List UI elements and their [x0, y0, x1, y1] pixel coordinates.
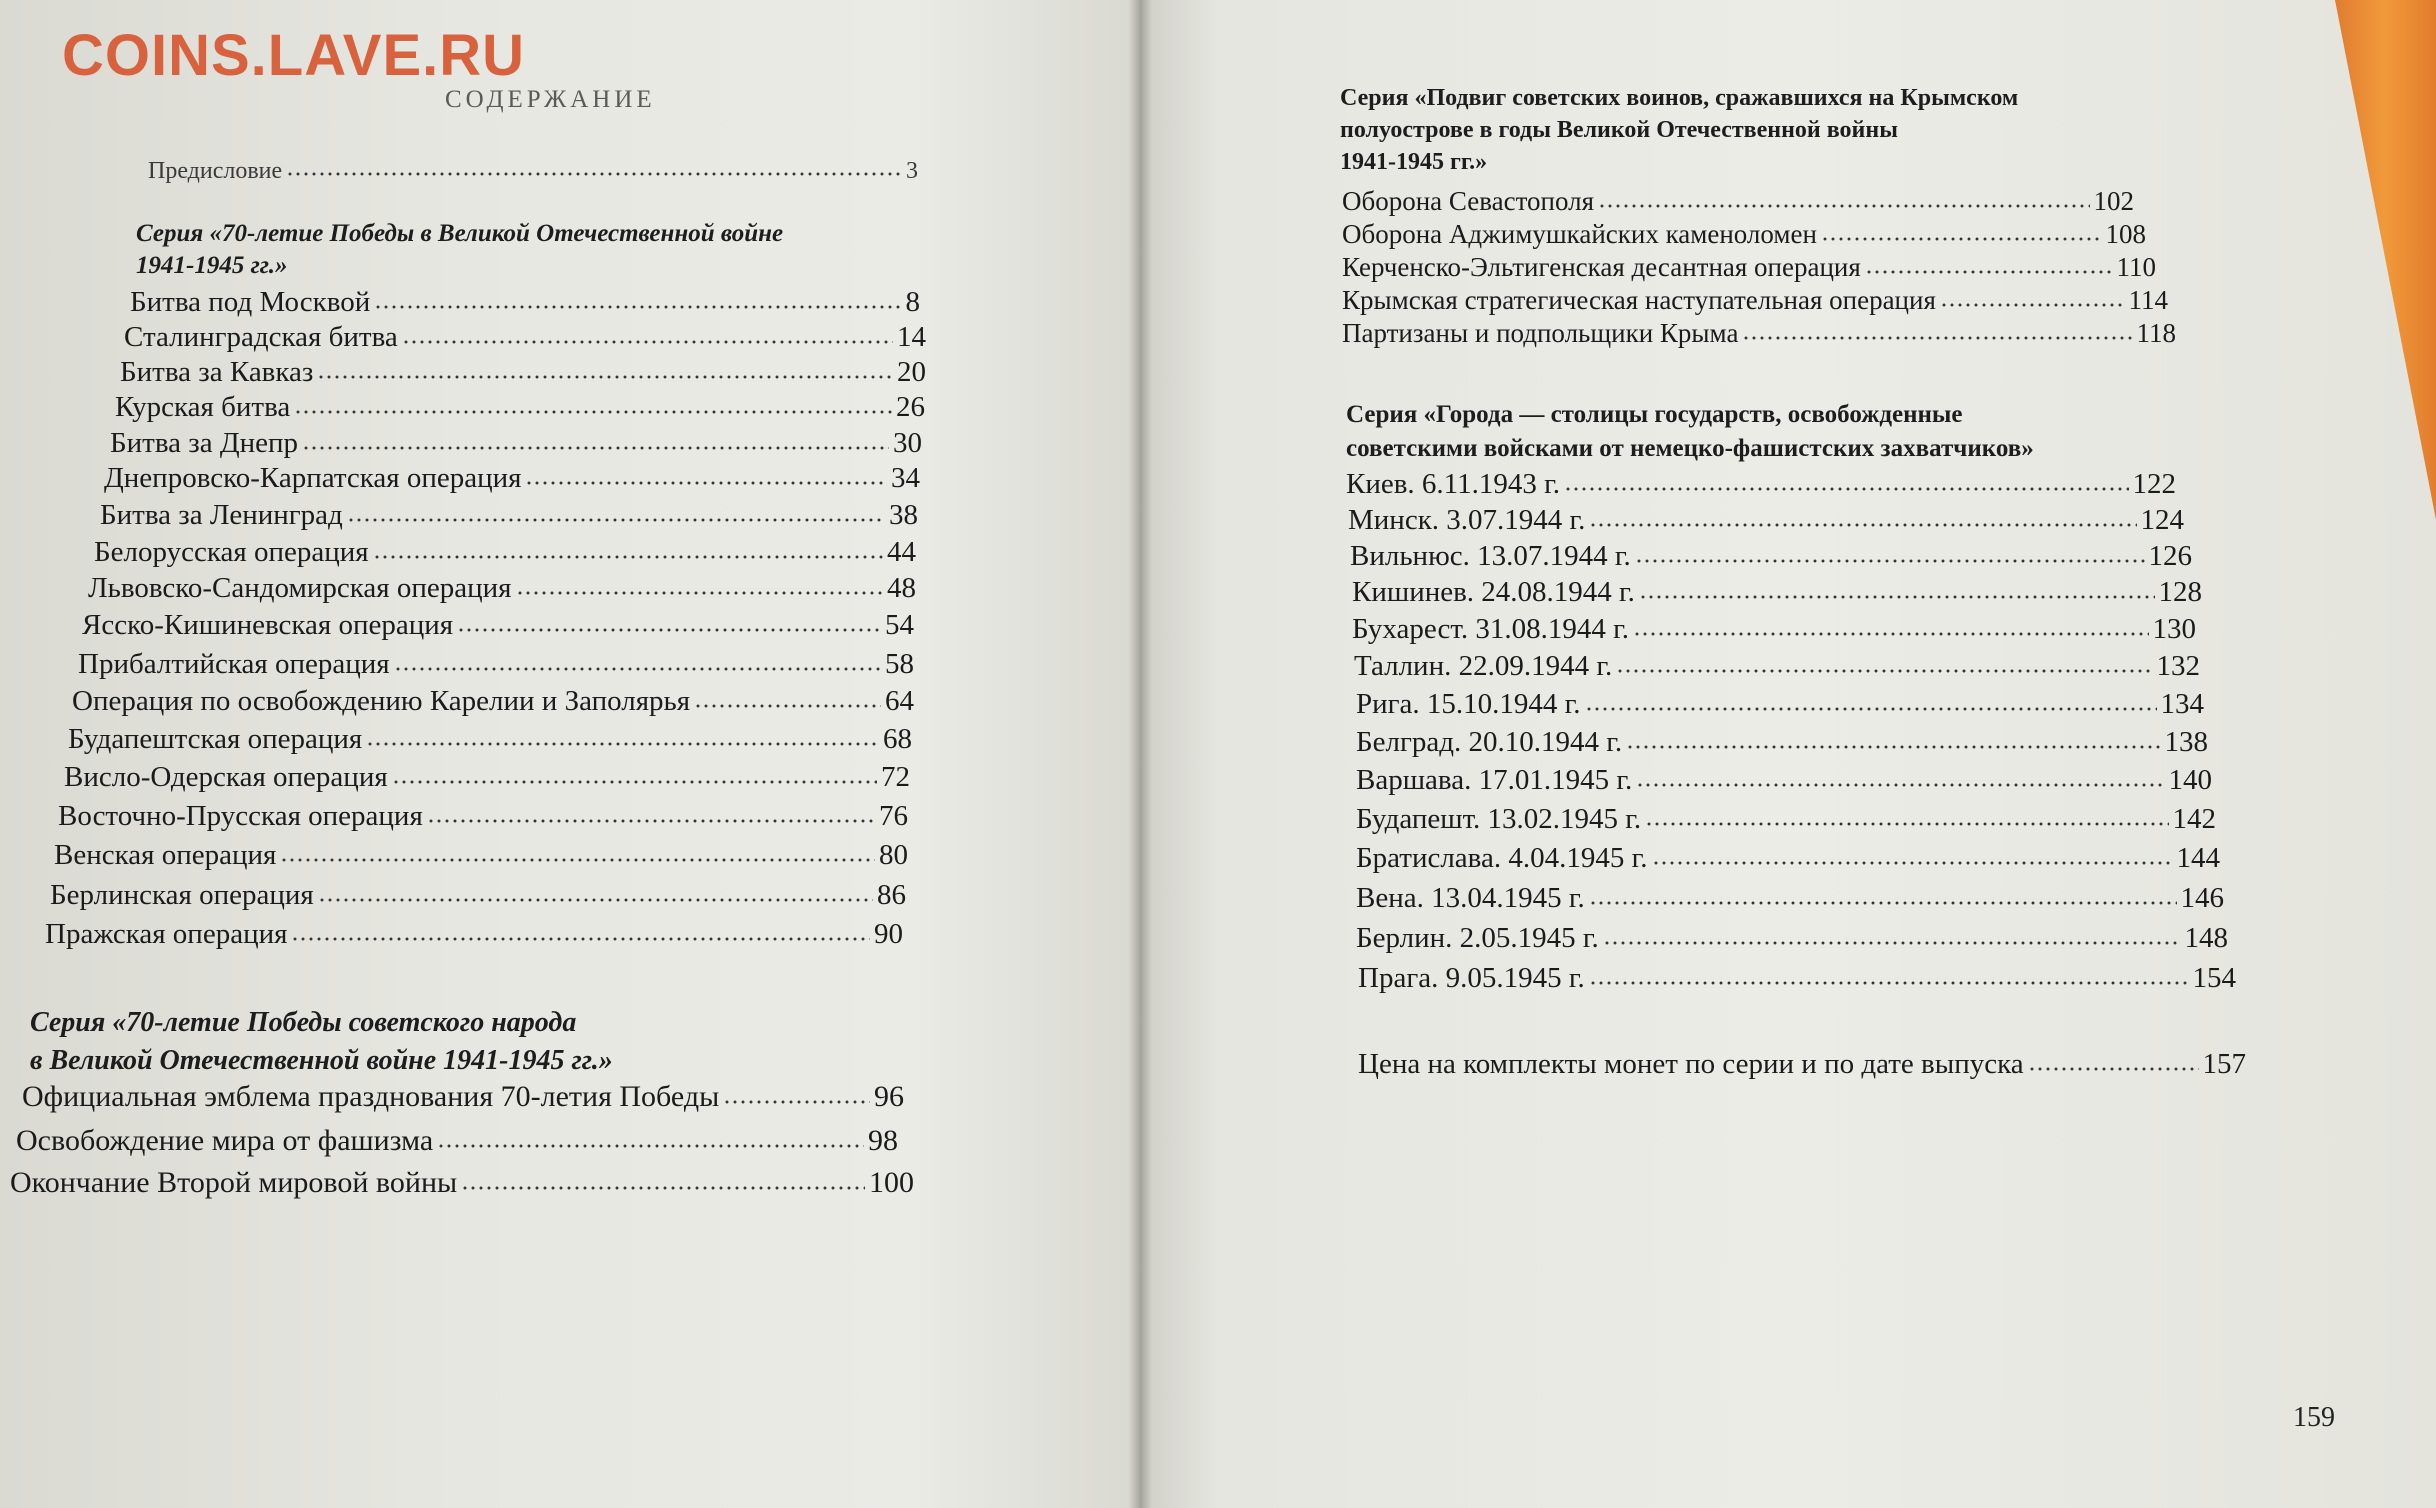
- toc-entry-label: Освобождение мира от фашизма: [16, 1124, 434, 1157]
- toc-entry-label: Братислава. 4.04.1945 г.: [1356, 842, 1648, 874]
- toc-entry-label: Керченско-Эльтигенская десантная операция: [1342, 252, 1861, 282]
- toc-leader: [1564, 487, 2129, 491]
- toc-entry-label: Битва под Москвой: [130, 286, 371, 318]
- toc-entry-page: 100: [869, 1166, 914, 1199]
- toc-entry[interactable]: [1352, 576, 2202, 609]
- toc-leader: [1603, 941, 2181, 945]
- toc-entry[interactable]: [50, 879, 906, 912]
- toc-entry-page: 114: [2128, 285, 2168, 315]
- toc-leader: [294, 410, 892, 414]
- toc-entry[interactable]: [1356, 726, 2208, 759]
- toc-entry[interactable]: [64, 761, 910, 794]
- toc-entry-page: 148: [2184, 922, 2228, 954]
- toc-entry-page: 76: [879, 800, 908, 832]
- toc-entry[interactable]: [10, 1166, 914, 1200]
- toc-leader: [302, 446, 889, 450]
- toc-entry-label: Оборона Севастополя: [1342, 186, 1595, 216]
- series-heading-line: Серия «70-летие Победы советского народа: [30, 1007, 577, 1038]
- toc-entry-label: Прибалтийская операция: [78, 648, 390, 680]
- toc-entry-page: 48: [887, 572, 916, 604]
- toc-entry-preface[interactable]: [148, 158, 918, 185]
- toc-entry-page: 124: [2140, 504, 2184, 536]
- toc-leader: [1639, 595, 2155, 599]
- toc-entry-label: Белград. 20.10.1944 г.: [1356, 726, 1623, 758]
- toc-entry-price[interactable]: [1358, 1048, 2246, 1081]
- series-heading-line: Серия «70-летие Победы в Великой Отечественной войне: [136, 220, 784, 247]
- toc-entry-page: 54: [885, 609, 914, 641]
- toc-leader: [1821, 237, 2102, 241]
- toc-leader: [1940, 303, 2125, 307]
- toc-entry-page: 86: [877, 879, 906, 911]
- toc-entry-label: Венская операция: [54, 839, 277, 871]
- toc-entry[interactable]: [1342, 186, 2134, 217]
- toc-entry-label: Висло-Одерская операция: [64, 761, 388, 793]
- series-heading-line: 1941-1945 гг.»: [1340, 149, 1488, 175]
- toc-entry-label: Рига. 15.10.1944 г.: [1356, 688, 1581, 720]
- toc-entry-label: Прага. 9.05.1945 г.: [1358, 962, 1585, 994]
- toc-entry-page: 108: [2105, 219, 2146, 249]
- toc-entry-label: Операция по освобождению Карелии и Заполярья: [72, 685, 691, 717]
- toc-entry[interactable]: [22, 1080, 904, 1114]
- toc-entry[interactable]: [1346, 468, 2176, 501]
- toc-entry-label: Официальная эмблема празднования 70-летия Победы: [22, 1080, 720, 1113]
- toc-entry[interactable]: [1352, 613, 2196, 646]
- toc-entry-page: 122: [2132, 468, 2176, 500]
- toc-entry-label: Варшава. 17.01.1945 г.: [1356, 764, 1633, 796]
- toc-entry[interactable]: [1342, 285, 2168, 316]
- toc-leader: [694, 704, 881, 708]
- book-spine: [1128, 0, 1152, 1508]
- toc-entry-label: Курская битва: [115, 391, 291, 423]
- toc-entry-page: 138: [2164, 726, 2208, 758]
- toc-entry-page: 128: [2158, 576, 2202, 608]
- toc-leader: [280, 858, 875, 862]
- toc-entry-label: Будапешт. 13.02.1945 г.: [1356, 803, 1642, 835]
- toc-leader: [723, 1100, 870, 1104]
- toc-leader: [317, 375, 893, 379]
- toc-entry[interactable]: [130, 286, 920, 319]
- toc-entry[interactable]: [110, 427, 922, 460]
- toc-entry[interactable]: [45, 918, 903, 951]
- toc-entry[interactable]: [1342, 318, 2176, 349]
- toc-leader: [1585, 707, 2157, 711]
- series-heading-line: 1941-1945 гг.»: [136, 252, 288, 279]
- toc-leader: [374, 305, 901, 309]
- toc-leader: [1598, 204, 2089, 208]
- toc-leader: [291, 937, 870, 941]
- toc-entry[interactable]: [1356, 688, 2204, 721]
- toc-entry-label: Белорусская операция: [94, 536, 369, 568]
- toc-leader: [347, 518, 885, 522]
- toc-leader: [1742, 336, 2132, 340]
- toc-leader: [1635, 559, 2145, 563]
- toc-entry-label: Днепровско-Карпатская операция: [104, 462, 522, 494]
- toc-leader: [394, 667, 881, 671]
- toc-entry[interactable]: [78, 648, 914, 681]
- toc-entry-page: 98: [868, 1124, 898, 1157]
- toc-entry-label: Минск. 3.07.1944 г.: [1348, 504, 1586, 536]
- toc-entry-label: Львовско-Сандомирская операция: [88, 572, 512, 604]
- toc-entry[interactable]: [1356, 842, 2220, 875]
- toc-entry-page: 90: [874, 918, 903, 950]
- toc-entry-page: 44: [887, 536, 916, 568]
- toc-entry-label: Битва за Ленинград: [100, 499, 343, 531]
- toc-leader: [437, 1144, 864, 1148]
- toc-entry-page: 157: [2202, 1048, 2246, 1080]
- toc-leader: [427, 819, 875, 823]
- toc-entry-page: 130: [2152, 613, 2196, 645]
- toc-entry[interactable]: [16, 1124, 898, 1158]
- toc-entry-page: 58: [885, 648, 914, 680]
- toc-entry-page: 132: [2156, 650, 2200, 682]
- series-heading: [136, 218, 783, 282]
- toc-leader: [1652, 861, 2173, 865]
- toc-entry[interactable]: [100, 499, 918, 532]
- toc-entry-label: Восточно-Прусская операция: [58, 800, 423, 832]
- toc-entry-page: 20: [897, 356, 926, 388]
- toc-entry[interactable]: [72, 685, 914, 718]
- toc-entry-label: Бухарест. 31.08.1944 г.: [1352, 613, 1630, 645]
- toc-entry[interactable]: [115, 391, 925, 424]
- series-heading-line: Серия «Города — столицы государств, освобожденные: [1346, 401, 1963, 428]
- toc-leader: [461, 1186, 865, 1190]
- toc-leader: [457, 628, 881, 632]
- series-heading-line: советскими войсками от немецко-фашистских захватчиков»: [1346, 435, 2034, 462]
- toc-entry-page: 14: [897, 321, 926, 353]
- toc-entry-page: 34: [891, 462, 920, 494]
- toc-entry[interactable]: [1348, 504, 2184, 537]
- watermark: COINS.LAVE.RU: [62, 23, 526, 88]
- toc-leader: [1626, 745, 2160, 749]
- toc-entry-page: 126: [2148, 540, 2192, 572]
- toc-entry-label: Пражская операция: [45, 918, 288, 950]
- toc-leader: [1589, 901, 2177, 905]
- toc-entry-page: 102: [2093, 186, 2134, 216]
- toc-entry[interactable]: [94, 536, 916, 569]
- toc-entry-page: 26: [896, 391, 925, 423]
- toc-entry-label: Партизаны и подпольщики Крыма: [1342, 318, 1739, 348]
- toc-entry[interactable]: [1356, 922, 2228, 955]
- toc-entry-label: Окончание Второй мировой войны: [10, 1166, 458, 1199]
- toc-leader: [1645, 822, 2168, 826]
- page-number: 159: [2293, 1402, 2335, 1433]
- toc-entry-page: 140: [2168, 764, 2212, 796]
- series-heading: [1340, 82, 2018, 178]
- toc-entry-label: Битва за Кавказ: [120, 356, 314, 388]
- toc-entry-page: 8: [905, 286, 920, 318]
- toc-entry-label: Оборона Аджимушкайских каменоломен: [1342, 219, 1817, 249]
- toc-entry[interactable]: [1356, 803, 2216, 836]
- toc-entry[interactable]: [88, 572, 916, 605]
- toc-entry-page: 72: [881, 761, 910, 793]
- series-heading: [30, 1004, 613, 1080]
- toc-entry-label: Будапештская операция: [68, 723, 363, 755]
- toc-entry-label: Крымская стратегическая наступательная операция: [1342, 285, 1936, 315]
- toc-entry[interactable]: [54, 839, 908, 872]
- toc-leader: [516, 591, 884, 595]
- toc-leader: [1589, 523, 2136, 527]
- toc-entry[interactable]: [1358, 962, 2236, 995]
- toc-entry[interactable]: [1350, 540, 2192, 573]
- toc-entry[interactable]: [1342, 219, 2146, 250]
- toc-leader: [525, 481, 887, 485]
- toc-entry-page: 154: [2192, 962, 2236, 994]
- toc-entry[interactable]: [1356, 764, 2212, 797]
- toc-entry[interactable]: [1356, 882, 2224, 915]
- toc-leader: [1589, 981, 2189, 985]
- toc-leader: [1616, 669, 2152, 673]
- toc-leader: [373, 555, 883, 559]
- toc-entry[interactable]: [120, 356, 926, 389]
- toc-leader: [1636, 783, 2164, 787]
- toc-entry[interactable]: [1354, 650, 2200, 683]
- toc-entry-page: 146: [2180, 882, 2224, 914]
- toc-entry-page: 80: [879, 839, 908, 871]
- toc-entry-page: 3: [906, 158, 918, 184]
- toc-entry-label: Ясско-Кишиневская операция: [82, 609, 454, 641]
- toc-entry-label: Вена. 13.04.1945 г.: [1356, 882, 1585, 914]
- toc-entry-page: 110: [2116, 252, 2156, 282]
- toc-entry-label: Киев. 6.11.1943 г.: [1346, 468, 1560, 500]
- toc-entry[interactable]: [124, 321, 926, 354]
- toc-leader: [1633, 632, 2148, 636]
- toc-entry-label: Берлин. 2.05.1945 г.: [1356, 922, 1599, 954]
- toc-entry-page: 68: [883, 723, 912, 755]
- toc-entry-page: 118: [2136, 318, 2176, 348]
- toc-entry-label: Кишинев. 24.08.1944 г.: [1352, 576, 1635, 608]
- toc-entry-page: 142: [2172, 803, 2216, 835]
- toc-entry[interactable]: [82, 609, 914, 642]
- toc-entry-page: 134: [2160, 688, 2204, 720]
- toc-leader: [366, 742, 879, 746]
- toc-leader: [286, 172, 902, 176]
- toc-entry[interactable]: [104, 462, 920, 495]
- series-heading-line: Серия «Подвиг советских воинов, сражавшихся на Крымском: [1340, 85, 2019, 111]
- toc-entry-page: 96: [874, 1080, 904, 1113]
- toc-entry-page: 64: [885, 685, 914, 717]
- toc-entry-label: Берлинская операция: [50, 879, 314, 911]
- toc-entry-label: Сталинградская битва: [124, 321, 398, 353]
- toc-entry-label: Битва за Днепр: [110, 427, 299, 459]
- toc-leader: [402, 340, 893, 344]
- toc-entry-label: Предисловие: [148, 158, 283, 184]
- toc-entry-page: 38: [889, 499, 918, 531]
- toc-entry-label: Таллин. 22.09.1944 г.: [1354, 650, 1613, 682]
- series-heading: [1346, 398, 2034, 466]
- page-title: СОДЕРЖАНИЕ: [445, 86, 656, 113]
- toc-entry-page: 30: [893, 427, 922, 459]
- toc-entry[interactable]: [58, 800, 908, 833]
- toc-leader: [1865, 270, 2113, 274]
- toc-leader: [2028, 1067, 2199, 1071]
- toc-entry[interactable]: [1342, 252, 2156, 283]
- toc-entry-label: Цена на комплекты монет по серии и по дате выпуска: [1358, 1048, 2024, 1080]
- toc-leader: [392, 780, 877, 784]
- series-heading-line: полуострове в годы Великой Отечественной войны: [1340, 117, 1898, 143]
- toc-leader: [318, 898, 873, 902]
- toc-entry-label: Вильнюс. 13.07.1944 г.: [1350, 540, 1631, 572]
- toc-entry[interactable]: [68, 723, 912, 756]
- toc-entry-page: 144: [2176, 842, 2220, 874]
- series-heading-line: в Великой Отечественной войне 1941-1945 гг.»: [30, 1045, 613, 1076]
